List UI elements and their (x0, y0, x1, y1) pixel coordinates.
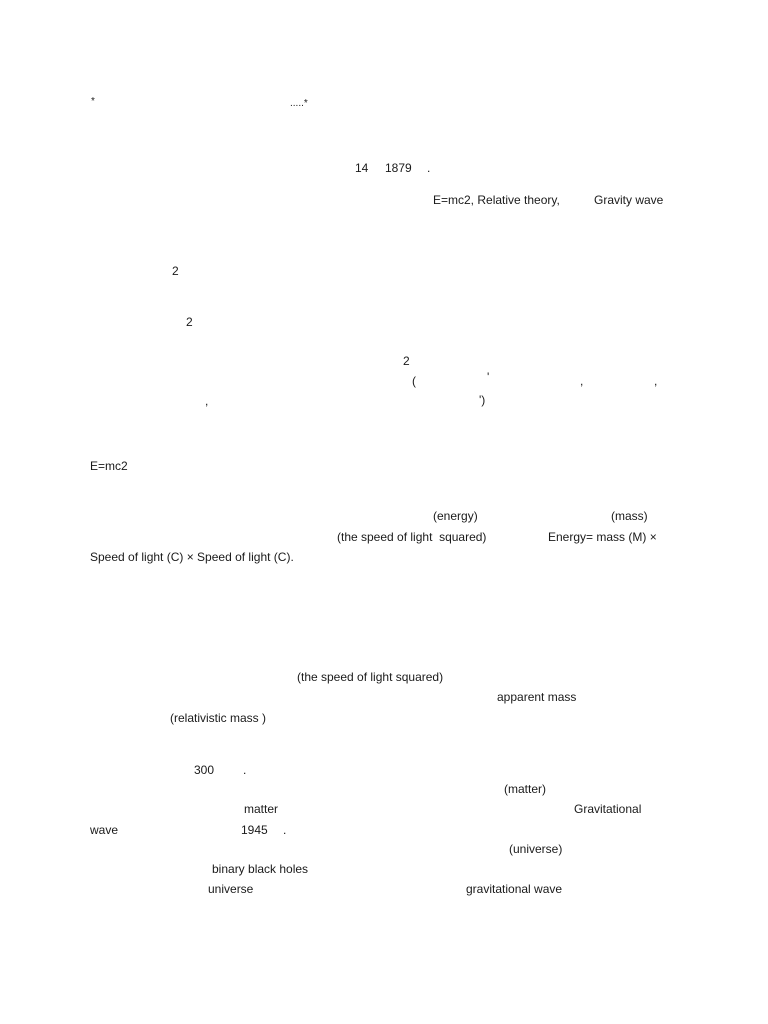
number-300: 300 (194, 763, 215, 777)
intro-theories: E=mc2, Relative theory, (433, 193, 560, 207)
list-item-number: 2 (403, 354, 410, 368)
term-relativistic-mass: (relativistic mass ) (170, 711, 267, 725)
term-matter: matter (244, 802, 279, 816)
comma: , (580, 374, 584, 388)
comma: , (205, 394, 209, 408)
list-item-number: 2 (172, 264, 179, 278)
term-universe-paren: (universe) (509, 842, 563, 856)
term-apparent-mass: apparent mass (497, 690, 577, 704)
term-speed-light-squared-2: (the speed of light squared) (297, 670, 444, 684)
term-mass: (mass) (611, 509, 648, 523)
intro-gravity-wave: Gravity wave (594, 193, 664, 207)
intro-year-1879: 1879 (385, 161, 412, 175)
intro-number-14: 14 (355, 161, 369, 175)
formula-part2: Speed of light (C) × Speed of light (C). (90, 550, 294, 564)
apostrophe: ' (487, 370, 490, 384)
list-item-number: 2 (186, 315, 193, 329)
period: . (243, 763, 247, 777)
open-paren: ( (412, 374, 416, 388)
term-energy: (energy) (433, 509, 478, 523)
term-gravitational-wave: gravitational wave (466, 882, 563, 896)
section-heading-emc2: E=mc2 (90, 459, 128, 473)
period: . (283, 823, 287, 837)
year-1945: 1945 (241, 823, 268, 837)
intro-period: . (427, 161, 431, 175)
term-gravitational: Gravitational (574, 802, 642, 816)
term-matter-paren: (matter) (504, 782, 546, 796)
header-star: * (91, 96, 95, 107)
term-wave: wave (90, 823, 119, 837)
comma: , (654, 374, 658, 388)
formula-part1: Energy= mass (M) × (548, 530, 657, 544)
term-binary-black-holes: binary black holes (212, 862, 309, 876)
term-universe: universe (208, 882, 254, 896)
header-dots-star: .....* (290, 98, 308, 109)
term-speed-light-squared: (the speed of light squared) (337, 530, 487, 544)
close-quote-paren: ') (479, 393, 486, 407)
